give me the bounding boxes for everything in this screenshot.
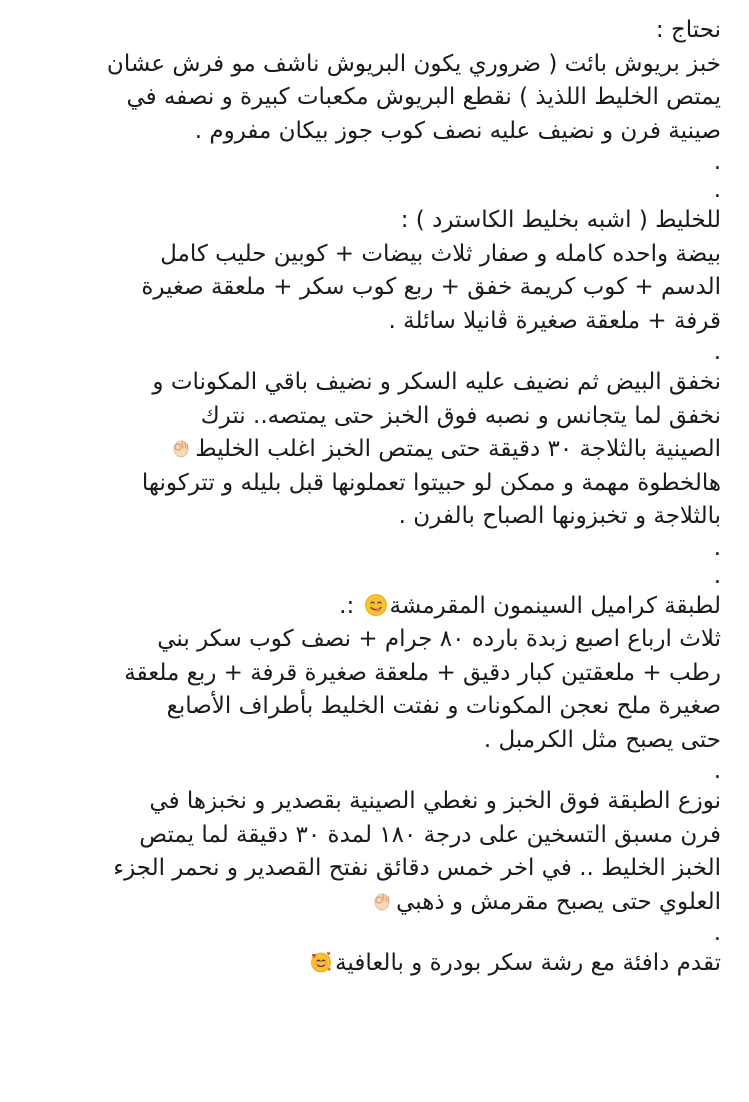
recipe-line	[34, 623, 721, 657]
line-text: العلوي حتى يصبح مقرمش و ذهبي	[396, 888, 721, 915]
recipe-line	[34, 500, 721, 534]
line-text: الدسم + كوب كريمة خفق + ربع كوب سكر + ملعقة صغيرة	[141, 274, 721, 300]
recipe-line	[34, 366, 721, 400]
recipe-line	[34, 886, 721, 920]
yum-face-icon	[364, 593, 388, 617]
line-text: ثلاث ارباع اصبع زبدة بارده ٨٠ جرام + نصف كوب سكر بني	[157, 626, 721, 652]
line-text: نخفق البيض ثم نضيف عليه السكر و نضيف باقي المكونات و	[152, 369, 721, 395]
line-text: .	[713, 149, 721, 175]
ok-hand-icon	[370, 889, 394, 913]
separator-dot	[34, 757, 721, 785]
line-text: صغيرة ملح نعجن المكونات و نفتت الخليط بأطراف الأصابع	[166, 693, 721, 719]
recipe-line	[34, 947, 721, 981]
line-text: .	[713, 534, 721, 561]
separator-dot	[34, 148, 721, 176]
line-text: الخبز الخليط .. في اخر خمس دقائق نفتح القصدير و نحمر الجزء	[113, 855, 721, 881]
line-text: رطب + ملعقتين كبار دقيق + ملعقة صغيرة قرفة + ربع ملعقة	[124, 659, 721, 686]
separator-dot	[34, 534, 721, 562]
line-text: هالخطوة مهمة و ممكن لو حبيتوا تعملونها قبل بليله و تتركونها	[141, 469, 721, 496]
line-text: بالثلاجة و تخبزونها الصباح بالفرن .	[398, 503, 721, 529]
line-suffix: :.	[339, 592, 362, 619]
line-text: يمتص الخليط اللذيذ ) نقطع البريوش مكعبات كبيرة و نصفه في	[126, 84, 721, 110]
section-heading	[34, 590, 721, 624]
smiling-face-with-hearts-icon	[309, 950, 333, 974]
line-text: الصينية بالثلاجة ٣٠ دقيقة حتى يمتص الخبز اغلب الخليط	[195, 436, 721, 462]
line-text: .	[713, 562, 721, 589]
recipe-line	[34, 657, 721, 691]
line-text: للخليط ( اشبه بخليط الكاسترد ) :	[400, 207, 721, 233]
line-text: تقدم دافئة مع رشة سكر بودرة و بالعافية	[335, 950, 721, 976]
section-heading	[34, 204, 721, 238]
recipe-line	[34, 852, 721, 886]
recipe-line	[34, 819, 721, 853]
line-text: خبز بريوش بائت ( ضروري يكون البريوش ناشف مو فرش عشان	[106, 50, 721, 77]
separator-dot	[34, 176, 721, 204]
recipe-line	[34, 433, 721, 467]
recipe-line	[34, 48, 721, 82]
line-text: قرفة + ملعقة صغيرة ڤانيلا سائلة .	[388, 307, 721, 334]
line-text: .	[713, 758, 721, 784]
recipe-line	[34, 115, 721, 149]
recipe-line	[34, 271, 721, 305]
line-text: نحتاج :	[655, 17, 721, 43]
recipe-line	[34, 238, 721, 272]
recipe-line	[34, 305, 721, 339]
line-text: نوزع الطبقة فوق الخبز و نغطي الصينية بقصدير و نخبزها في	[149, 788, 721, 814]
line-text: صينية فرن و نضيف عليه نصف كوب جوز بيكان مفروم .	[194, 117, 721, 144]
ok-hand-icon	[169, 436, 193, 460]
recipe-line	[34, 724, 721, 758]
line-text: حتى يصبح مثل الكرمبل .	[483, 726, 721, 753]
recipe-line	[34, 81, 721, 115]
recipe-line	[34, 400, 721, 434]
line-text: بيضة واحده كامله و صفار ثلاث بيضات + كوبين حليب كامل	[160, 240, 721, 267]
line-text: .	[713, 339, 721, 365]
recipe-line	[34, 690, 721, 724]
recipe-line	[34, 467, 721, 501]
line-text: لطبقة كراميل السينمون المقرمشة	[389, 592, 721, 619]
section-heading	[34, 14, 721, 48]
separator-dot	[34, 919, 721, 947]
recipe-line	[34, 785, 721, 819]
line-text: .	[713, 177, 721, 203]
separator-dot	[34, 338, 721, 366]
line-text: نخفق لما يتجانس و نصبه فوق الخبز حتى يمتصه.. نترك	[200, 402, 721, 429]
separator-dot	[34, 562, 721, 590]
line-text: .	[713, 920, 721, 946]
line-text: فرن مسبق التسخين على درجة ١٨٠ لمدة ٣٠ دقيقة لما يمتص	[139, 821, 721, 848]
